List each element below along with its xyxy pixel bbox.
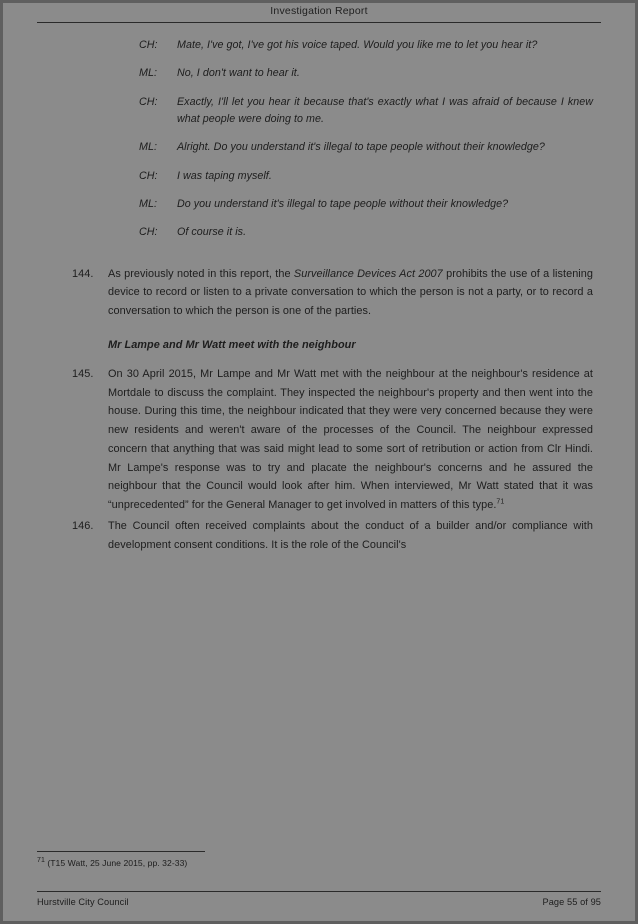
page-header-title: Investigation Report (270, 5, 368, 17)
paragraph-number: 145. (72, 367, 94, 380)
footnote-reference[interactable]: 71 (496, 498, 505, 506)
transcript-speaker: CH: (139, 39, 158, 51)
transcript-line (37, 37, 601, 54)
spacer (37, 253, 601, 265)
transcript-text: Of course it is. (177, 226, 247, 239)
transcript-speaker: ML: (139, 141, 157, 154)
transcript-text: Do you understand it's illegal to tape people without their knowledge? (177, 197, 509, 210)
transcript-speaker: CH: (139, 95, 158, 108)
paragraph-146 (37, 517, 601, 555)
footnote-entry (37, 856, 601, 869)
paragraph-text (108, 365, 601, 515)
paragraph-145 (37, 365, 601, 515)
paragraph-text (108, 265, 601, 321)
page-content (3, 3, 635, 921)
transcript-speaker: ML: (139, 197, 157, 210)
transcript-speaker: CH: (139, 169, 158, 182)
transcript-text: Mate, I've got, I've got his voice taped. Would you like me to let you hear it? (177, 39, 538, 51)
transcript-line (37, 196, 601, 213)
transcript-line (37, 224, 601, 241)
paragraph-144-part1: As previously noted in this report, the (108, 267, 294, 280)
paragraph-text: The Council often received complaints about the conduct of a builder and/or compliance with development consent conditions. It is the role of the Council's (108, 519, 593, 551)
transcript-line (37, 168, 601, 185)
transcript-speaker: ML: (139, 67, 157, 80)
header-rule (37, 22, 601, 23)
statute-title: Surveillance Devices Act 2007 (293, 267, 443, 280)
transcript-line (37, 65, 601, 82)
footnote-area (37, 851, 601, 869)
transcript-text: Exactly, I'll let you hear it because that's exactly what I was afraid of because I knew what people were doing to me. (177, 95, 593, 125)
section-subheading: Mr Lampe and Mr Watt meet with the neighbour (108, 338, 356, 351)
paragraph-number: 144. (72, 267, 94, 280)
footer-row (37, 897, 601, 907)
footer-rule (37, 891, 601, 892)
paragraph-number: 146. (72, 519, 94, 532)
page-footer (37, 891, 601, 907)
transcript-speaker: CH: (139, 226, 158, 239)
paragraph-144 (37, 265, 601, 321)
footnote-separator (37, 851, 205, 852)
transcript-line (37, 94, 601, 129)
footer-page-number: Page 55 of 95 (542, 897, 601, 907)
paragraph-144-part2: prohibits the use of a listening device to record or listen to a private conversation to which the person is not a party, or to record a conversation to which the person is one of the parties. (108, 267, 593, 318)
footnote-marker: 71 (37, 857, 45, 865)
footnote-text: (T15 Watt, 25 June 2015, pp. 32-33) (47, 857, 188, 868)
footer-organisation: Hurstville City Council (37, 897, 129, 907)
transcript-text: Alright. Do you understand it's illegal to tape people without their knowledge? (177, 141, 545, 154)
transcript-text: No, I don't want to hear it. (177, 67, 300, 80)
transcript-text: I was taping myself. (177, 169, 272, 182)
transcript-line (37, 139, 601, 156)
paragraph-145-text: On 30 April 2015, Mr Lampe and Mr Watt met with the neighbour at the neighbour's residence at Mortdale to discuss the complaint. They inspected the neighbour's property and then went into the house. During this time, the neighbour indicated that they were very concerned because they were new residents and weren't aware of the processes of the Council. The neighbour expressed concern that anything that was said might lead to some sort of retribution or action from Clr Hindi. Mr Lampe's response was to try and placate the neighbour's concerns and he assured the neighbour that the Council would look after him. When interviewed, Mr Watt stated that it was “unprecedented” for the General Manager to get involved in matters of this type. (108, 367, 593, 512)
transcript-block (37, 37, 601, 242)
